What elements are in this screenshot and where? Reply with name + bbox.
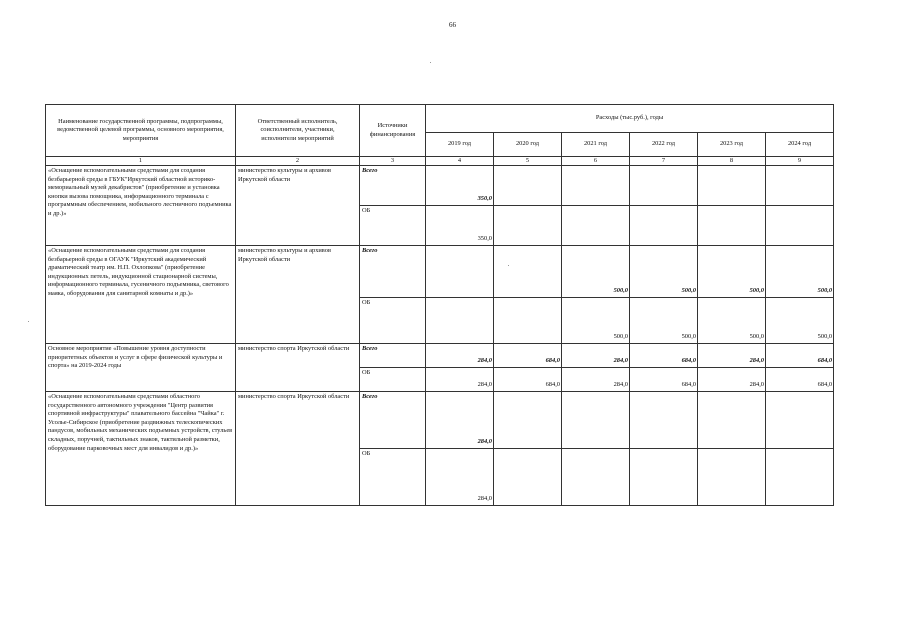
header-expenses: Расходы (тыс.руб.), годы — [426, 105, 834, 133]
page-number: 66 — [449, 21, 456, 29]
header-name: Наименование государственной программы, подпрограммы, ведомственной целевой программы, основного мероприятия, мероприятия — [46, 105, 236, 157]
value-ob: 284,0 — [426, 449, 494, 506]
header-source: Источники финансирования — [360, 105, 426, 157]
column-index-row — [46, 157, 834, 166]
col-index: 9 — [766, 157, 834, 166]
activity-name: Основное мероприятие «Повышение уровня доступности приоритетных объектов и услуг в сфере физической культуры и спорта» на 2019-2024 годы — [46, 344, 236, 392]
table-row — [46, 166, 834, 206]
scan-speck — [430, 62, 431, 63]
table-row — [46, 344, 834, 368]
value-ob — [426, 298, 494, 344]
value-ob: 500,0 — [698, 298, 766, 344]
value-ob — [766, 449, 834, 506]
source-total: Всего — [360, 166, 426, 206]
col-index: 4 — [426, 157, 494, 166]
value-ob — [494, 206, 562, 246]
source-ob: ОБ — [360, 298, 426, 344]
col-index: 5 — [494, 157, 562, 166]
value-ob — [562, 449, 630, 506]
col-index: 6 — [562, 157, 630, 166]
value-total — [562, 392, 630, 449]
value-total — [766, 166, 834, 206]
value-ob — [698, 206, 766, 246]
source-total: Всего — [360, 392, 426, 449]
value-ob: 684,0 — [766, 368, 834, 392]
value-total: 500,0 — [630, 246, 698, 298]
source-total: Всего — [360, 246, 426, 298]
col-index: 3 — [360, 157, 426, 166]
value-ob — [494, 449, 562, 506]
value-ob: 350,0 — [426, 206, 494, 246]
value-total — [766, 392, 834, 449]
value-ob: 284,0 — [562, 368, 630, 392]
header-year: 2020 год — [494, 133, 562, 157]
value-total — [698, 166, 766, 206]
header-responsible: Ответственный исполнитель, соисполнители, участники, исполнители мероприятий — [236, 105, 360, 157]
value-total — [630, 166, 698, 206]
value-total: 684,0 — [630, 344, 698, 368]
table-row — [46, 392, 834, 449]
value-ob — [494, 298, 562, 344]
value-ob: 284,0 — [426, 368, 494, 392]
value-ob: 684,0 — [630, 368, 698, 392]
source-ob: ОБ — [360, 449, 426, 506]
activity-name: «Оснащение вспомогательными средствами для создания безбарьерной среды в ОГАУК "Иркутский академический драматический театр им. Н.П. Охлопкова" (приобретение индукционных петель, индукционной стационарной системы, информационного терминала, гусеничного подъемника, светового маяка, оборудования для санитарной комнаты и др.)» — [46, 246, 236, 344]
table-row — [46, 246, 834, 298]
activity-name: «Оснащение вспомогательными средствами областного государственного автономного учреждения "Центр развития спортивной инфраструктуры" плавательного бассейна "Чайка" г. Усолье-Сибирское (приобретение раздвижных телескопических пандусов, мобильных механических подъемных устройств, стульев складных, поручней, тактильных знаков, тактильной разметки, оборудование парковочных мест для инвалидов и др.)» — [46, 392, 236, 506]
value-total — [698, 392, 766, 449]
value-total: 350,0 — [426, 166, 494, 206]
source-ob: ОБ — [360, 368, 426, 392]
value-total: 284,0 — [426, 392, 494, 449]
header-year: 2019 год — [426, 133, 494, 157]
col-index: 7 — [630, 157, 698, 166]
value-total: 684,0 — [494, 344, 562, 368]
value-total: 500,0 — [766, 246, 834, 298]
col-index: 1 — [46, 157, 236, 166]
col-index: 8 — [698, 157, 766, 166]
value-total — [630, 392, 698, 449]
source-ob: ОБ — [360, 206, 426, 246]
scan-speck — [508, 265, 509, 266]
header-year: 2024 год — [766, 133, 834, 157]
value-ob — [630, 449, 698, 506]
value-ob — [698, 449, 766, 506]
responsible-executor: министерство спорта Иркутской области — [236, 344, 360, 392]
value-ob: 284,0 — [698, 368, 766, 392]
value-total — [494, 246, 562, 298]
value-ob — [766, 206, 834, 246]
activity-name: «Оснащение вспомогательными средствами для создания безбарьерной среды в ГБУК"Иркутский областной историко-мемориальный музей декабристов" (приобретение и установка кнопки вызова помощника, информационного терминала с программным обеспечением, мобильного лестничного подъемника и др.)» — [46, 166, 236, 246]
value-ob: 500,0 — [630, 298, 698, 344]
value-total: 500,0 — [562, 246, 630, 298]
header-year: 2022 год — [630, 133, 698, 157]
scan-speck — [28, 321, 29, 322]
value-total: 284,0 — [698, 344, 766, 368]
value-ob — [562, 206, 630, 246]
value-ob: 500,0 — [766, 298, 834, 344]
header-year: 2023 год — [698, 133, 766, 157]
value-total: 500,0 — [698, 246, 766, 298]
responsible-executor: министерство культуры и архивов Иркутской области — [236, 246, 360, 344]
value-total: 284,0 — [562, 344, 630, 368]
value-total: 284,0 — [426, 344, 494, 368]
value-ob: 500,0 — [562, 298, 630, 344]
header-year: 2021 год — [562, 133, 630, 157]
value-ob: 684,0 — [494, 368, 562, 392]
value-total: 684,0 — [766, 344, 834, 368]
budget-table — [45, 104, 834, 506]
value-total — [562, 166, 630, 206]
col-index: 2 — [236, 157, 360, 166]
responsible-executor: министерство культуры и архивов Иркутской области — [236, 166, 360, 246]
value-total — [426, 246, 494, 298]
value-total — [494, 392, 562, 449]
value-ob — [630, 206, 698, 246]
responsible-executor: министерство спорта Иркутской области — [236, 392, 360, 506]
value-total — [494, 166, 562, 206]
source-total: Всего — [360, 344, 426, 368]
